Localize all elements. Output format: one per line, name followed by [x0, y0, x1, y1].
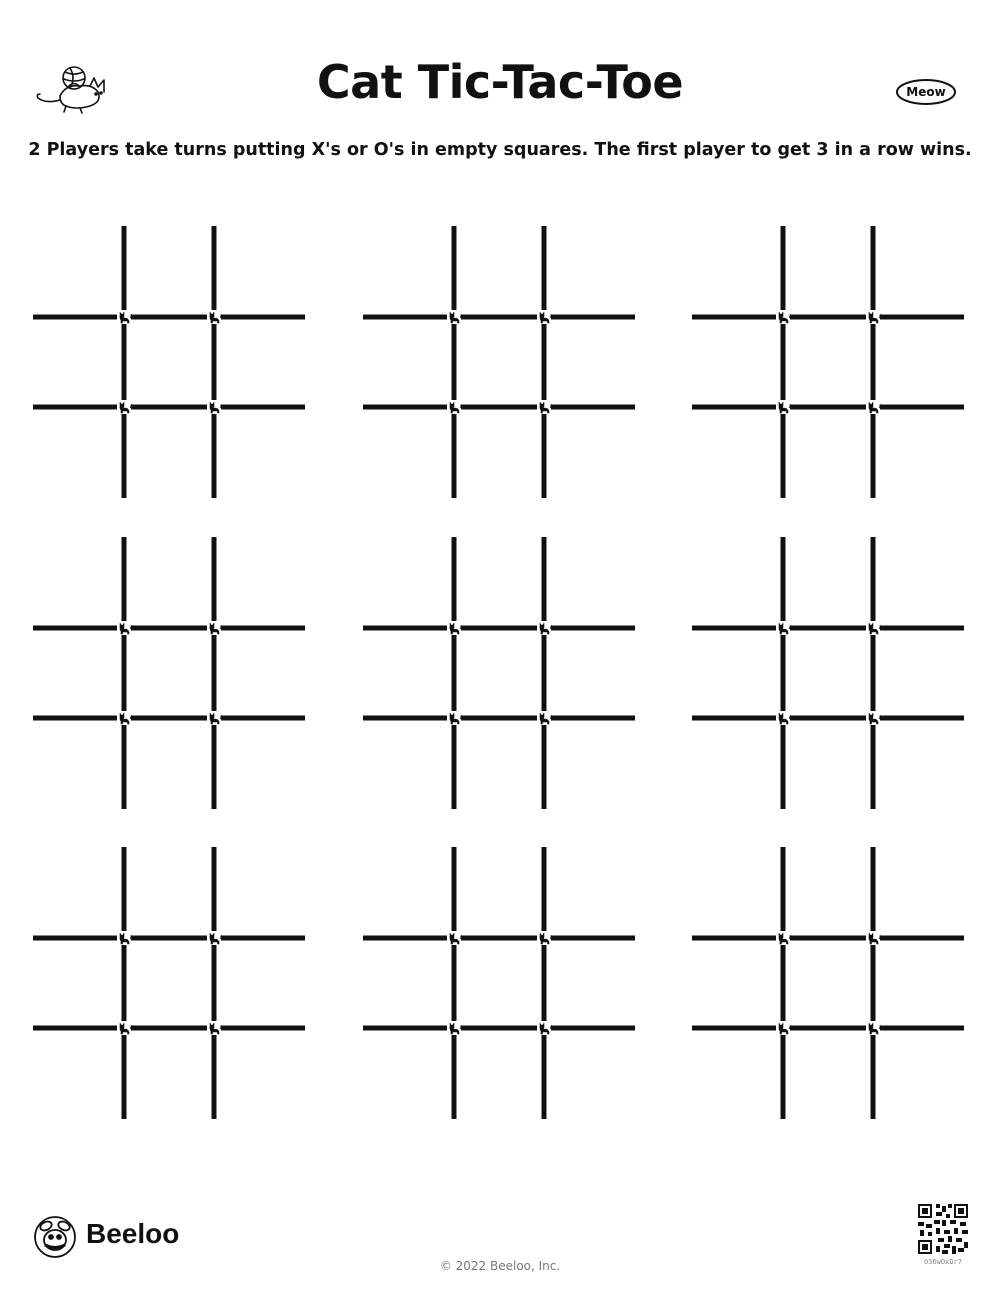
cat-silhouette-icon	[207, 310, 221, 324]
tic-tac-toe-board[interactable]	[33, 537, 305, 809]
board-grid	[33, 537, 305, 809]
grid-line-vertical	[542, 226, 547, 498]
cat-silhouette-icon	[117, 621, 131, 635]
cat-silhouette-icon	[447, 711, 461, 725]
grid-line-horizontal	[33, 936, 305, 941]
cat-silhouette-icon	[776, 621, 790, 635]
cat-silhouette-icon	[866, 1021, 880, 1035]
grid-line-horizontal	[363, 315, 635, 320]
grid-line-horizontal	[363, 626, 635, 631]
meow-badge-text: Meow	[906, 85, 946, 99]
grid-line-horizontal	[363, 1026, 635, 1031]
cat-silhouette-icon	[537, 310, 551, 324]
cat-silhouette-icon	[537, 1021, 551, 1035]
qr-code-icon	[918, 1204, 968, 1254]
cat-silhouette-icon	[776, 310, 790, 324]
page-title: Cat Tic-Tac-Toe	[316, 55, 684, 109]
board-grid	[33, 226, 305, 498]
tic-tac-toe-board[interactable]	[363, 847, 635, 1119]
cat-silhouette-icon	[447, 400, 461, 414]
board-grid	[363, 537, 635, 809]
board-grid	[692, 226, 964, 498]
cat-silhouette-icon	[447, 931, 461, 945]
grid-line-vertical	[871, 226, 876, 498]
grid-line-vertical	[452, 537, 457, 809]
cat-silhouette-icon	[207, 931, 221, 945]
grid-line-vertical	[871, 847, 876, 1119]
board-grid	[363, 226, 635, 498]
cat-silhouette-icon	[447, 310, 461, 324]
grid-line-horizontal	[363, 936, 635, 941]
cat-silhouette-icon	[117, 400, 131, 414]
grid-line-vertical	[781, 226, 786, 498]
grid-line-vertical	[212, 537, 217, 809]
cat-silhouette-icon	[537, 400, 551, 414]
board-grid	[692, 537, 964, 809]
grid-line-vertical	[452, 226, 457, 498]
cat-silhouette-icon	[776, 711, 790, 725]
grid-line-vertical	[871, 537, 876, 809]
bee-logo-icon	[32, 1214, 78, 1260]
grid-line-horizontal	[692, 315, 964, 320]
tic-tac-toe-board[interactable]	[692, 847, 964, 1119]
cat-silhouette-icon	[447, 1021, 461, 1035]
grid-line-horizontal	[33, 716, 305, 721]
grid-line-horizontal	[363, 405, 635, 410]
footer-brand	[32, 1214, 202, 1260]
tic-tac-toe-board[interactable]	[363, 226, 635, 498]
cat-silhouette-icon	[447, 621, 461, 635]
cat-silhouette-icon	[537, 711, 551, 725]
grid-line-horizontal	[692, 1026, 964, 1031]
cat-silhouette-icon	[117, 1021, 131, 1035]
copyright-text: © 2022 Beeloo, Inc.	[439, 1259, 561, 1273]
tic-tac-toe-board[interactable]	[692, 537, 964, 809]
grid-line-horizontal	[363, 716, 635, 721]
cat-silhouette-icon	[117, 310, 131, 324]
cat-silhouette-icon	[866, 400, 880, 414]
grid-line-vertical	[212, 847, 217, 1119]
grid-line-horizontal	[33, 1026, 305, 1031]
cat-silhouette-icon	[866, 711, 880, 725]
worksheet-code: 036wOxDr7	[924, 1258, 962, 1266]
grid-line-vertical	[542, 847, 547, 1119]
cat-silhouette-icon	[207, 400, 221, 414]
grid-line-horizontal	[33, 626, 305, 631]
grid-line-vertical	[212, 226, 217, 498]
grid-line-horizontal	[692, 716, 964, 721]
cat-silhouette-icon	[537, 931, 551, 945]
cat-silhouette-icon	[207, 711, 221, 725]
cat-silhouette-icon	[776, 931, 790, 945]
cat-silhouette-icon	[207, 1021, 221, 1035]
grid-line-horizontal	[692, 405, 964, 410]
cat-silhouette-icon	[117, 711, 131, 725]
cat-silhouette-icon	[117, 931, 131, 945]
tic-tac-toe-board[interactable]	[692, 226, 964, 498]
board-grid	[363, 847, 635, 1119]
brand-name: Beeloo	[86, 1218, 180, 1249]
tic-tac-toe-board[interactable]	[363, 537, 635, 809]
tic-tac-toe-board[interactable]	[33, 226, 305, 498]
cat-silhouette-icon	[866, 310, 880, 324]
grid-line-vertical	[542, 537, 547, 809]
cat-silhouette-icon	[537, 621, 551, 635]
instructions-text: 2 Players take turns putting X's or O's in empty squares. The first player to get 3 in a row wins.	[28, 140, 972, 160]
cat-silhouette-icon	[776, 1021, 790, 1035]
board-grid	[692, 847, 964, 1119]
tic-tac-toe-board[interactable]	[33, 847, 305, 1119]
grid-line-horizontal	[33, 405, 305, 410]
grid-line-vertical	[781, 537, 786, 809]
grid-line-vertical	[452, 847, 457, 1119]
grid-line-horizontal	[33, 315, 305, 320]
cat-silhouette-icon	[776, 400, 790, 414]
grid-line-horizontal	[692, 626, 964, 631]
grid-line-vertical	[781, 847, 786, 1119]
grid-line-vertical	[122, 847, 127, 1119]
cat-silhouette-icon	[207, 621, 221, 635]
grid-line-vertical	[122, 226, 127, 498]
grid-line-vertical	[122, 537, 127, 809]
cat-silhouette-icon	[866, 931, 880, 945]
cat-silhouette-icon	[866, 621, 880, 635]
board-grid	[33, 847, 305, 1119]
grid-line-horizontal	[692, 936, 964, 941]
